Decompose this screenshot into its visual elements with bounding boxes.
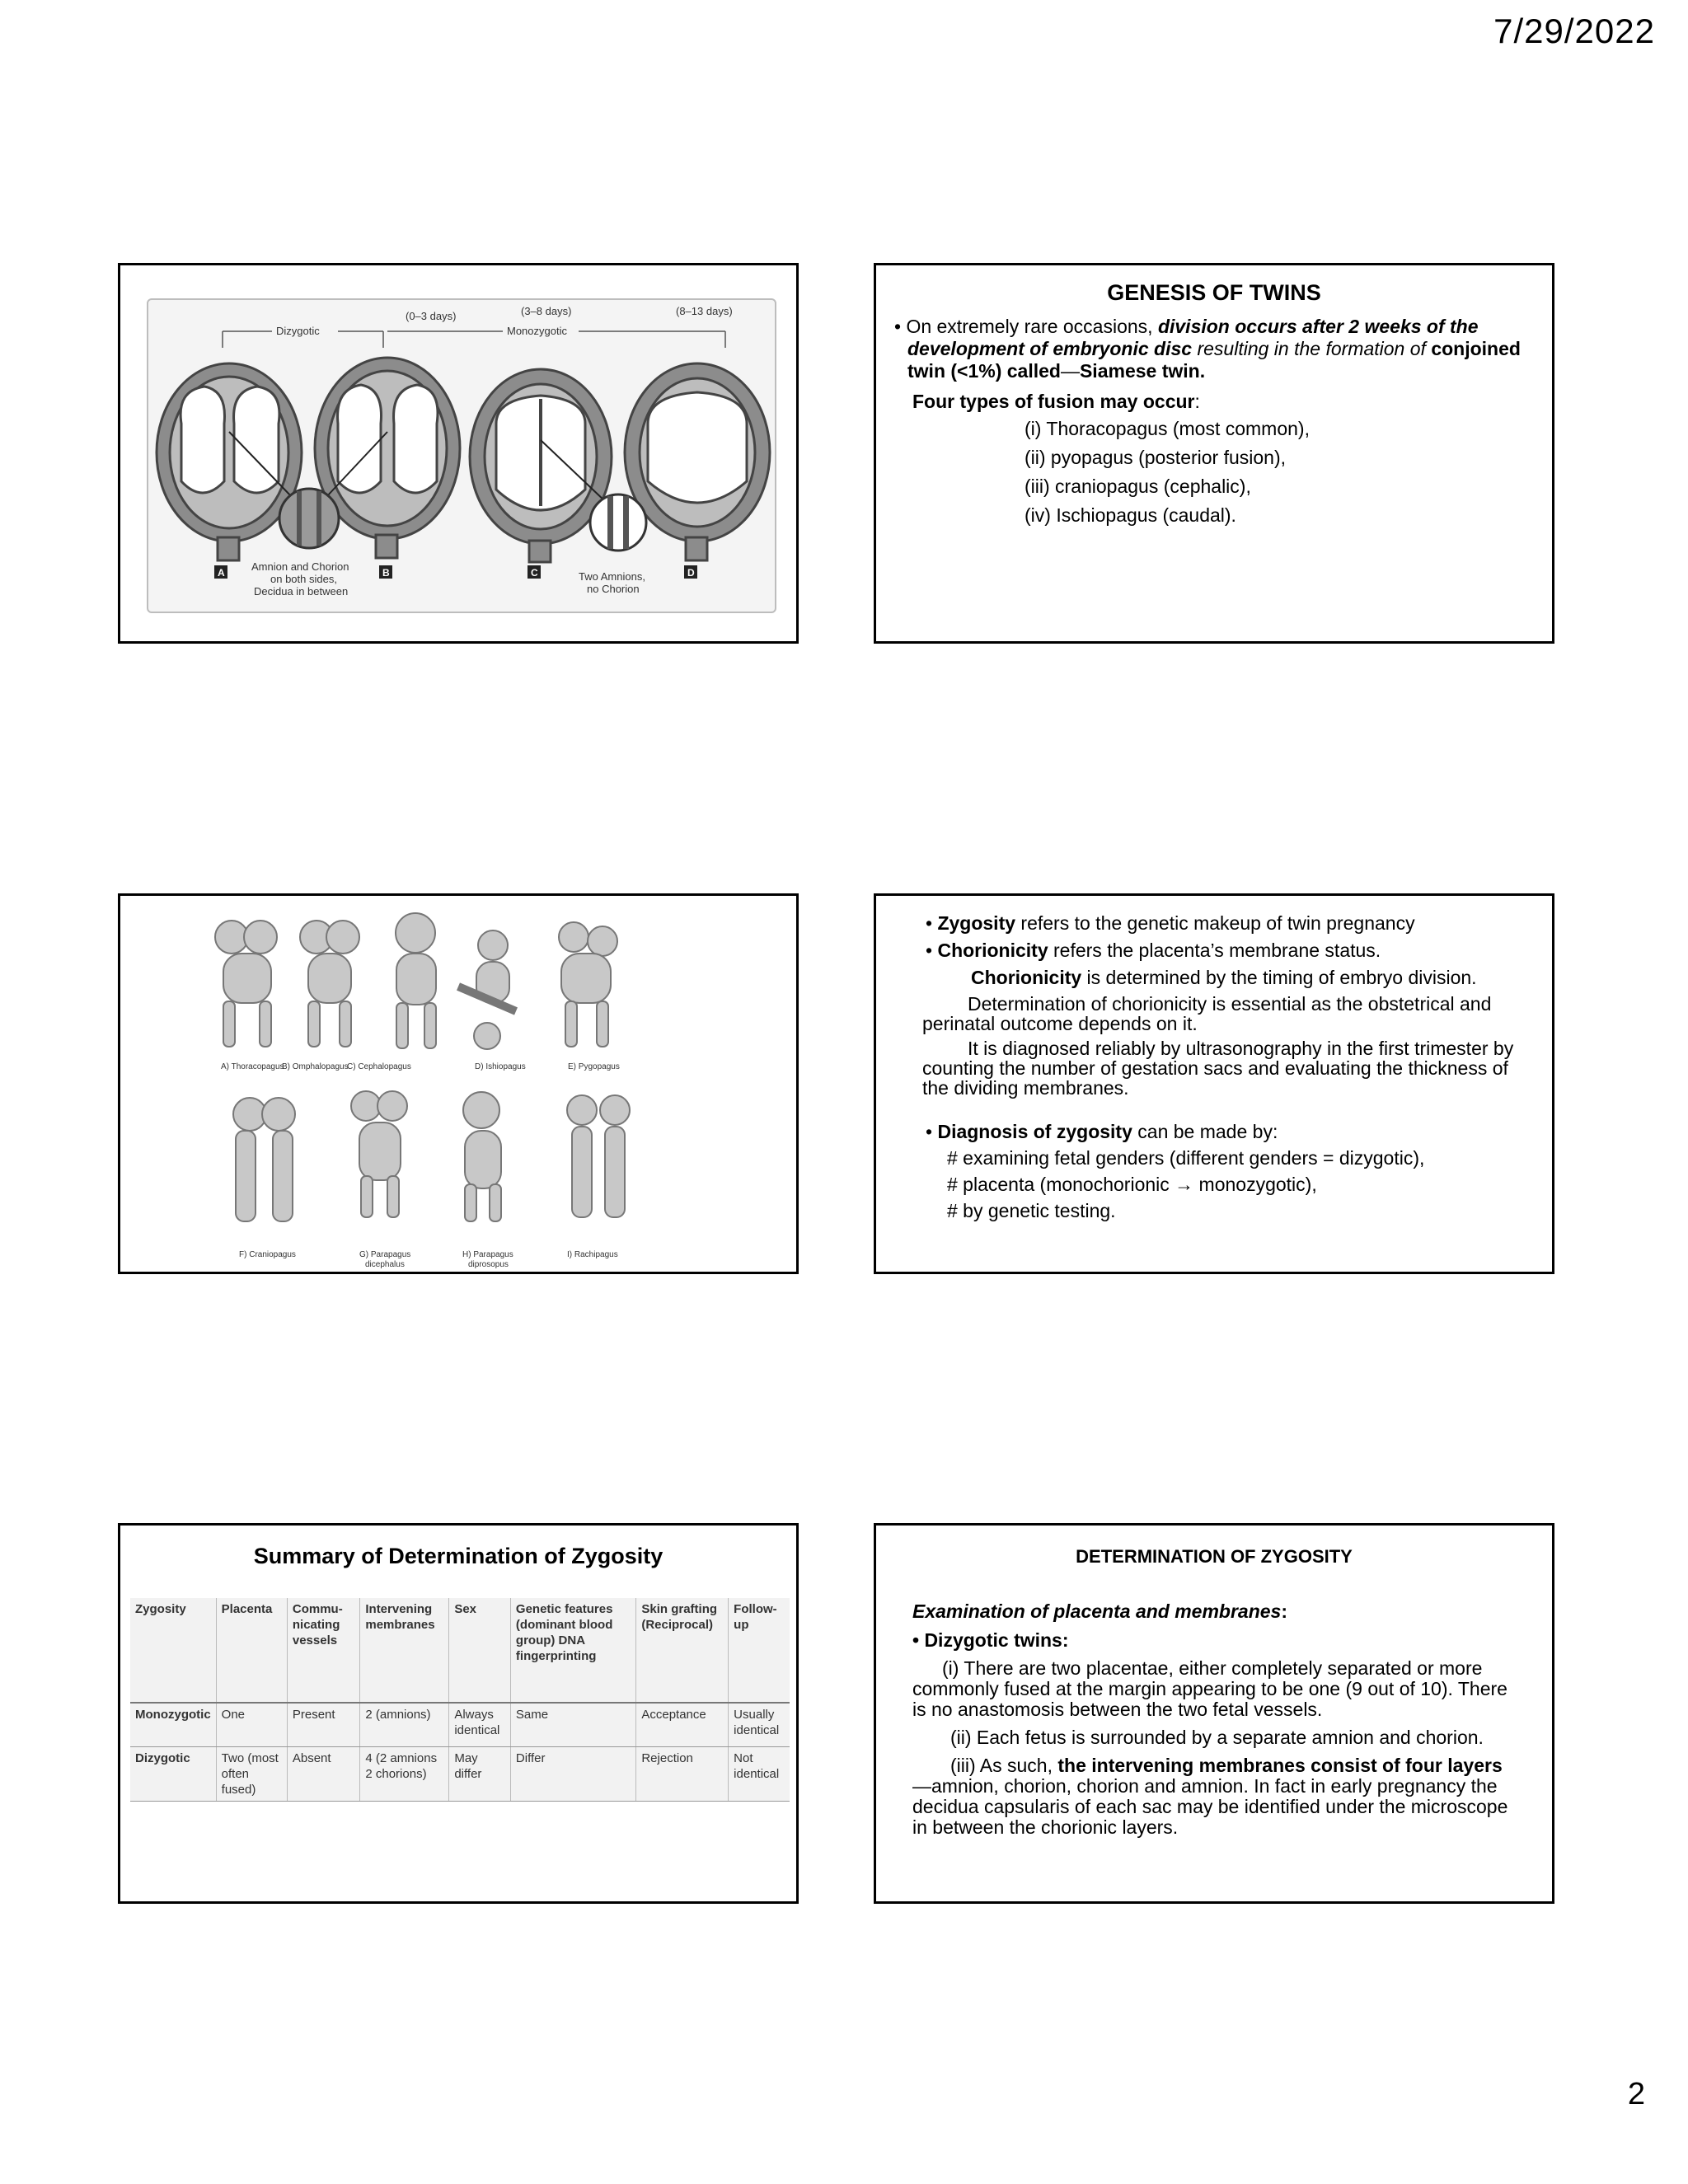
table-header: Placenta	[216, 1598, 287, 1703]
type-label: dicephalus	[365, 1260, 405, 1269]
date: 7/29/2022	[1493, 12, 1655, 50]
table-cell: 4 (2 amnions 2 chorions)	[360, 1747, 449, 1802]
parapagus-diprosopus-figure	[463, 1092, 501, 1221]
twin-membranes-svg	[148, 300, 775, 612]
table-row	[130, 1747, 790, 1802]
table-cell: Same	[510, 1703, 635, 1747]
table-cell: 2 (amnions)	[360, 1703, 449, 1747]
thoracopagus-figure	[215, 921, 277, 1047]
type-label: B) Omphalopagus	[282, 1062, 349, 1071]
type-label: diprosopus	[468, 1260, 509, 1269]
type-label: I) Rachipagus	[567, 1250, 618, 1259]
table-header: Commu-nicating vessels	[287, 1598, 360, 1703]
slide-title: Summary of Determination of Zygosity	[253, 1544, 663, 1568]
diagnosis-text: It is diagnosed reliably by ultrasonography in the first trimester by counting the number of gestation sacs and evaluating the thickness of the dividing membranes.	[922, 1038, 1514, 1099]
slide-twin-membranes-figure[interactable]	[118, 263, 799, 644]
conjoined-types-svg	[120, 896, 796, 1272]
diagnosis-methods	[926, 1145, 1527, 1224]
caption-line: Amnion and Chorion	[251, 560, 349, 573]
pygopagus-figure	[559, 922, 617, 1047]
table-header-row	[130, 1598, 790, 1703]
monozygotic-label: Monozygotic	[507, 325, 567, 337]
table-cell: Two (most often fused)	[216, 1747, 287, 1802]
table-header: Zygosity	[130, 1598, 216, 1703]
method-item: # placenta (monochorionic → monozygotic),	[947, 1174, 1317, 1195]
rachipagus-figure	[567, 1095, 630, 1217]
type-label: H) Parapagus	[462, 1250, 513, 1259]
table-cell: One	[216, 1703, 287, 1747]
point-1: (i) There are two placentae, either completely separated or more commonly fused at the margin appearing to be one (9 out of 10). There is no anastomosis between the two fetal vessels.	[912, 1657, 1507, 1720]
craniopagus-figure	[233, 1098, 295, 1221]
method-item: # by genetic testing.	[947, 1200, 1116, 1221]
omphalopagus-figure	[300, 921, 359, 1047]
table-cell: May differ	[449, 1747, 511, 1802]
table-cell: Present	[287, 1703, 360, 1747]
caption-line: no Chorion	[587, 583, 640, 595]
table-cell: Absent	[287, 1747, 360, 1802]
table-header: Genetic features (dominant blood group) DNA fingerprinting	[510, 1598, 635, 1703]
label-b: B	[382, 567, 390, 579]
caption-line: Two Amnions,	[579, 570, 645, 583]
table-cell: Usually identical	[729, 1703, 790, 1747]
fusion-item: (iv) Ischiopagus (caudal).	[1025, 504, 1236, 526]
point-3: (iii) As such, the intervening membranes consist of four layers—amnion, chorion, chorion and amnion. In fact in early pregnancy the decidua capsularis of each sac may be identified under the microscope in between the chorionic layers.	[912, 1755, 1508, 1838]
method-item: # examining fetal genders (different genders = dizygotic),	[947, 1147, 1425, 1169]
fusion-item: (i) Thoracopagus (most common),	[1025, 418, 1310, 439]
fusion-list	[876, 415, 1552, 530]
twin-membranes-diagram	[147, 298, 776, 613]
uterus-a	[157, 363, 302, 560]
zygosity-summary-table	[130, 1598, 790, 1802]
table-cell: Always identical	[449, 1703, 511, 1747]
type-label: G) Parapagus	[359, 1250, 411, 1259]
slide-title: GENESIS OF TWINS	[1107, 280, 1321, 305]
cephalopagus-figure	[396, 913, 436, 1048]
slide-summary-zygosity[interactable]	[118, 1523, 799, 1904]
table-header: Intervening membranes	[360, 1598, 449, 1703]
dizygotic-heading: • Dizygotic twins:	[912, 1629, 1069, 1651]
table-cell: Rejection	[636, 1747, 729, 1802]
page-number: 2	[1627, 2077, 1645, 2111]
slide-title: DETERMINATION OF ZYGOSITY	[1076, 1546, 1353, 1567]
determination-text: Determination of chorionicity is essential as the obstetrical and perinatal outcome depends on it.	[922, 993, 1492, 1034]
ishiopagus-figure	[458, 930, 516, 1049]
fusion-item: (ii) pyopagus (posterior fusion),	[1025, 447, 1287, 468]
table-header: Follow-up	[729, 1598, 790, 1703]
range-label: (0–3 days)	[406, 310, 457, 322]
type-label: D) Ishiopagus	[475, 1062, 526, 1071]
dizygotic-label: Dizygotic	[276, 325, 320, 337]
table-header: Skin grafting (Reciprocal)	[636, 1598, 729, 1703]
slide-determination-zygosity[interactable]	[874, 1523, 1554, 1904]
siamese-bullet: • On extremely rare occasions, division occurs after 2 weeks of the development of embryonic disc resulting in the formation of conjoined twin (<1%) called—Siamese twin.	[894, 316, 1521, 382]
table-header: Sex	[449, 1598, 511, 1703]
chorionicity-bullet: • Chorionicity refers the placenta’s membrane status.	[926, 940, 1381, 961]
point-2: (ii) Each fetus is surrounded by a separate amnion and chorion.	[950, 1727, 1484, 1748]
exam-heading: Examination of placenta and membranes:	[912, 1601, 1288, 1622]
zoom-circle-monozygotic	[590, 494, 646, 551]
table-cell: Acceptance	[636, 1703, 729, 1747]
slide-zygosity-chorionicity[interactable]	[874, 893, 1554, 1274]
table-row	[130, 1703, 790, 1747]
zygosity-bullet: • Zygosity refers to the genetic makeup of twin pregnancy	[926, 912, 1415, 934]
label-d: D	[687, 567, 695, 579]
chorionicity-timing: Chorionicity is determined by the timing of embryo division.	[971, 967, 1477, 988]
fusion-heading: Four types of fusion may occur:	[912, 391, 1200, 412]
slide-body	[876, 896, 1552, 1224]
range-label: (8–13 days)	[676, 305, 733, 317]
zoom-circle-dizygotic	[279, 489, 339, 548]
table-cell: Not identical	[729, 1747, 790, 1802]
type-label: F) Craniopagus	[239, 1250, 296, 1259]
fusion-item: (iii) craniopagus (cephalic),	[1025, 476, 1251, 497]
uterus-d	[625, 363, 770, 560]
diagnosis-bullet: • Diagnosis of zygosity can be made by:	[926, 1121, 1278, 1142]
table-cell: Monozygotic	[130, 1703, 216, 1747]
slide-conjoined-types-figure[interactable]	[118, 893, 799, 1274]
slide-body	[876, 1601, 1552, 1838]
type-label: E) Pygopagus	[568, 1062, 620, 1071]
table-cell: Differ	[510, 1747, 635, 1802]
label-a: A	[218, 567, 225, 579]
range-label: (3–8 days)	[521, 305, 572, 317]
slide-genesis-of-twins[interactable]	[874, 263, 1554, 644]
label-c: C	[531, 567, 538, 579]
caption-line: on both sides,	[270, 573, 337, 585]
uterus-c	[470, 369, 612, 562]
parapagus-dicephalus-figure	[351, 1091, 407, 1217]
table-cell: Dizygotic	[130, 1747, 216, 1802]
caption-line: Decidua in between	[254, 585, 349, 598]
type-label: C) Cephalopagus	[347, 1062, 411, 1071]
type-label: A) Thoracopagus	[221, 1062, 284, 1071]
